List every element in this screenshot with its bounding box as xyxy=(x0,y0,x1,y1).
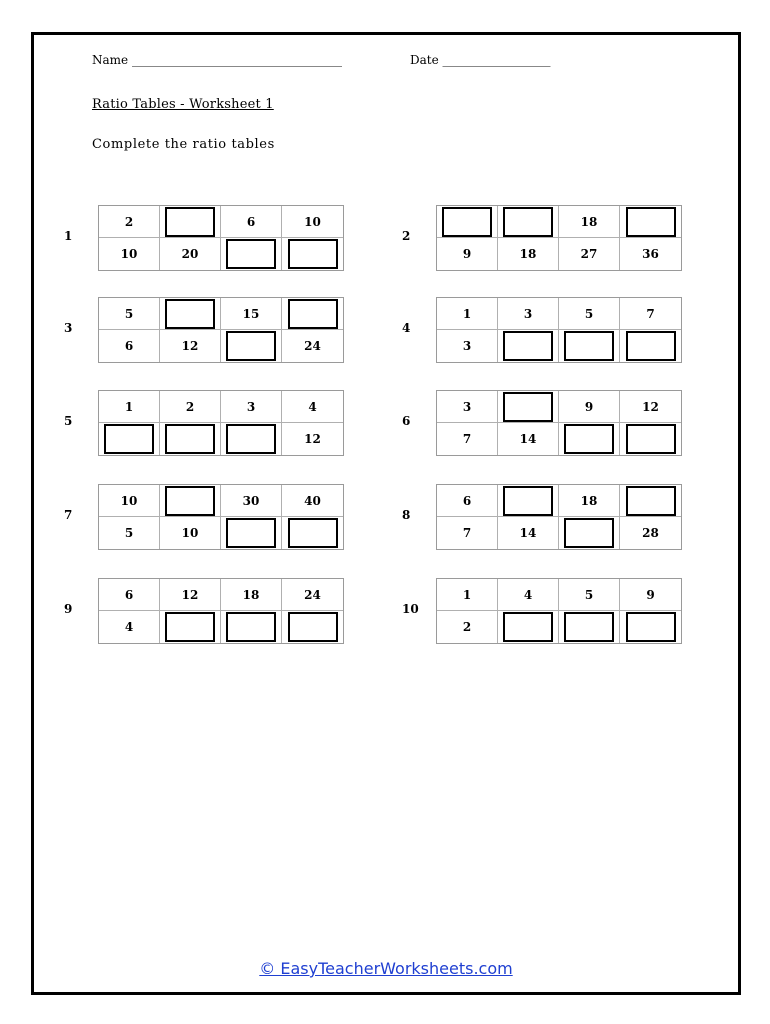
value-cell: 7 xyxy=(437,423,498,455)
ratio-table xyxy=(98,578,344,644)
answer-box[interactable] xyxy=(626,331,676,361)
problem-number: 1 xyxy=(64,229,73,243)
value-cell: 9 xyxy=(620,579,681,611)
value-cell: 12 xyxy=(160,579,221,611)
value-cell: 14 xyxy=(498,517,559,549)
problem-number: 5 xyxy=(64,414,73,428)
problem-number: 9 xyxy=(64,602,73,616)
answer-cell xyxy=(620,485,681,517)
value-cell: 24 xyxy=(304,339,321,353)
value-cell: 27 xyxy=(559,238,620,270)
answer-box[interactable] xyxy=(288,239,338,269)
answer-box[interactable] xyxy=(564,424,614,454)
answer-box[interactable] xyxy=(564,612,614,642)
value-cell: 10 xyxy=(99,485,160,517)
answer-cell xyxy=(620,206,681,238)
value-cell: 10 xyxy=(282,206,343,238)
problem-number: 6 xyxy=(402,414,411,428)
answer-cell xyxy=(160,206,221,238)
answer-box[interactable] xyxy=(626,486,676,516)
value-cell: 4 xyxy=(498,579,559,611)
value-cell: 28 xyxy=(642,526,659,540)
value-cell: 12 xyxy=(160,330,221,362)
value-cell: 7 xyxy=(437,517,498,549)
value-cell: 24 xyxy=(282,579,343,611)
value-cell: 3 xyxy=(221,391,282,423)
value-cell: 4 xyxy=(99,611,160,643)
answer-cell xyxy=(160,611,221,643)
answer-cell xyxy=(160,485,221,517)
problem-number: 8 xyxy=(402,508,411,522)
answer-box[interactable] xyxy=(226,518,276,548)
ratio-table xyxy=(98,390,344,456)
worksheet-page xyxy=(31,32,741,995)
answer-box[interactable] xyxy=(626,424,676,454)
worksheet-title: Ratio Tables - Worksheet 1 xyxy=(92,97,274,112)
ratio-problem-5 xyxy=(64,390,374,456)
answer-cell xyxy=(498,391,559,423)
ratio-table xyxy=(436,578,682,644)
answer-box[interactable] xyxy=(564,518,614,548)
ratio-problem-10 xyxy=(402,578,712,644)
answer-cell xyxy=(282,238,343,270)
answer-box[interactable] xyxy=(503,331,553,361)
ratio-problem-4 xyxy=(402,297,712,363)
value-cell: 7 xyxy=(620,298,681,330)
answer-box[interactable] xyxy=(226,331,276,361)
answer-box[interactable] xyxy=(226,612,276,642)
ratio-table xyxy=(436,205,682,271)
value-cell: 18 xyxy=(559,206,620,238)
problem-number: 2 xyxy=(402,229,411,243)
answer-cell xyxy=(99,423,160,455)
ratio-problem-6 xyxy=(402,390,712,456)
answer-cell xyxy=(620,423,681,455)
ratio-problem-8 xyxy=(402,484,712,550)
answer-cell xyxy=(559,611,620,643)
ratio-problem-1 xyxy=(64,205,374,271)
value-cell: 36 xyxy=(642,247,659,261)
value-cell: 1 xyxy=(437,298,498,330)
problem-number: 7 xyxy=(64,508,73,522)
answer-cell xyxy=(559,517,620,549)
ratio-table xyxy=(98,484,344,550)
value-cell: 2 xyxy=(160,391,221,423)
answer-cell xyxy=(498,330,559,362)
answer-box[interactable] xyxy=(442,207,492,237)
ratio-table xyxy=(98,297,344,363)
value-cell: 20 xyxy=(160,238,221,270)
value-cell: 10 xyxy=(160,517,221,549)
problem-number: 4 xyxy=(402,321,411,335)
answer-box[interactable] xyxy=(503,207,553,237)
footer-link[interactable]: © EasyTeacherWorksheets.com xyxy=(259,959,513,978)
answer-cell xyxy=(221,611,282,643)
instructions: Complete the ratio tables xyxy=(92,137,275,152)
answer-box[interactable] xyxy=(288,299,338,329)
ratio-table xyxy=(436,297,682,363)
answer-cell xyxy=(498,485,559,517)
answer-box[interactable] xyxy=(564,331,614,361)
value-cell: 6 xyxy=(99,579,160,611)
value-cell: 4 xyxy=(282,391,343,423)
ratio-problem-7 xyxy=(64,484,374,550)
answer-box[interactable] xyxy=(288,612,338,642)
value-cell: 40 xyxy=(282,485,343,517)
ratio-table xyxy=(436,484,682,550)
answer-box[interactable] xyxy=(226,424,276,454)
answer-box[interactable] xyxy=(503,486,553,516)
answer-cell xyxy=(559,423,620,455)
answer-box[interactable] xyxy=(503,612,553,642)
answer-box[interactable] xyxy=(165,486,215,516)
value-cell: 30 xyxy=(221,485,282,517)
answer-box[interactable] xyxy=(165,424,215,454)
problem-number: 10 xyxy=(402,602,419,616)
value-cell: 2 xyxy=(99,206,160,238)
answer-cell xyxy=(282,298,343,330)
problem-number: 3 xyxy=(64,321,73,335)
answer-cell xyxy=(282,611,343,643)
ratio-table xyxy=(98,205,344,271)
value-cell: 3 xyxy=(437,330,498,362)
value-cell: 10 xyxy=(99,238,160,270)
answer-cell xyxy=(282,517,343,549)
value-cell: 18 xyxy=(498,238,559,270)
answer-cell xyxy=(160,423,221,455)
value-cell: 12 xyxy=(620,391,681,423)
answer-box[interactable] xyxy=(626,207,676,237)
answer-cell xyxy=(620,330,681,362)
ratio-table xyxy=(436,390,682,456)
value-cell: 14 xyxy=(498,423,559,455)
answer-box[interactable] xyxy=(165,612,215,642)
date-field[interactable]: Date __________________ xyxy=(410,53,551,67)
answer-box[interactable] xyxy=(226,239,276,269)
answer-box[interactable] xyxy=(626,612,676,642)
answer-box[interactable] xyxy=(104,424,154,454)
name-field[interactable]: Name ___________________________________ xyxy=(92,53,342,67)
answer-box[interactable] xyxy=(503,392,553,422)
value-cell: 18 xyxy=(559,485,620,517)
answer-box[interactable] xyxy=(165,299,215,329)
value-cell: 1 xyxy=(99,391,160,423)
value-cell: 5 xyxy=(559,298,620,330)
answer-cell xyxy=(498,611,559,643)
value-cell: 1 xyxy=(437,579,498,611)
value-cell: 9 xyxy=(437,238,498,270)
answer-cell xyxy=(559,330,620,362)
value-cell: 9 xyxy=(559,391,620,423)
answer-cell xyxy=(221,330,282,362)
value-cell: 12 xyxy=(304,432,321,446)
value-cell: 3 xyxy=(437,391,498,423)
ratio-problem-2 xyxy=(402,205,712,271)
value-cell: 6 xyxy=(99,330,160,362)
value-cell: 15 xyxy=(221,298,282,330)
ratio-problem-9 xyxy=(64,578,374,644)
value-cell: 6 xyxy=(221,206,282,238)
value-cell: 5 xyxy=(559,579,620,611)
answer-cell xyxy=(498,206,559,238)
answer-cell xyxy=(221,238,282,270)
value-cell: 5 xyxy=(99,517,160,549)
answer-box[interactable] xyxy=(288,518,338,548)
value-cell: 6 xyxy=(437,485,498,517)
value-cell: 2 xyxy=(437,611,498,643)
answer-cell xyxy=(620,611,681,643)
value-cell: 3 xyxy=(498,298,559,330)
ratio-problem-3 xyxy=(64,297,374,363)
answer-cell xyxy=(221,517,282,549)
answer-box[interactable] xyxy=(165,207,215,237)
value-cell: 18 xyxy=(221,579,282,611)
answer-cell xyxy=(221,423,282,455)
value-cell: 5 xyxy=(99,298,160,330)
answer-cell xyxy=(437,206,498,238)
answer-cell xyxy=(160,298,221,330)
